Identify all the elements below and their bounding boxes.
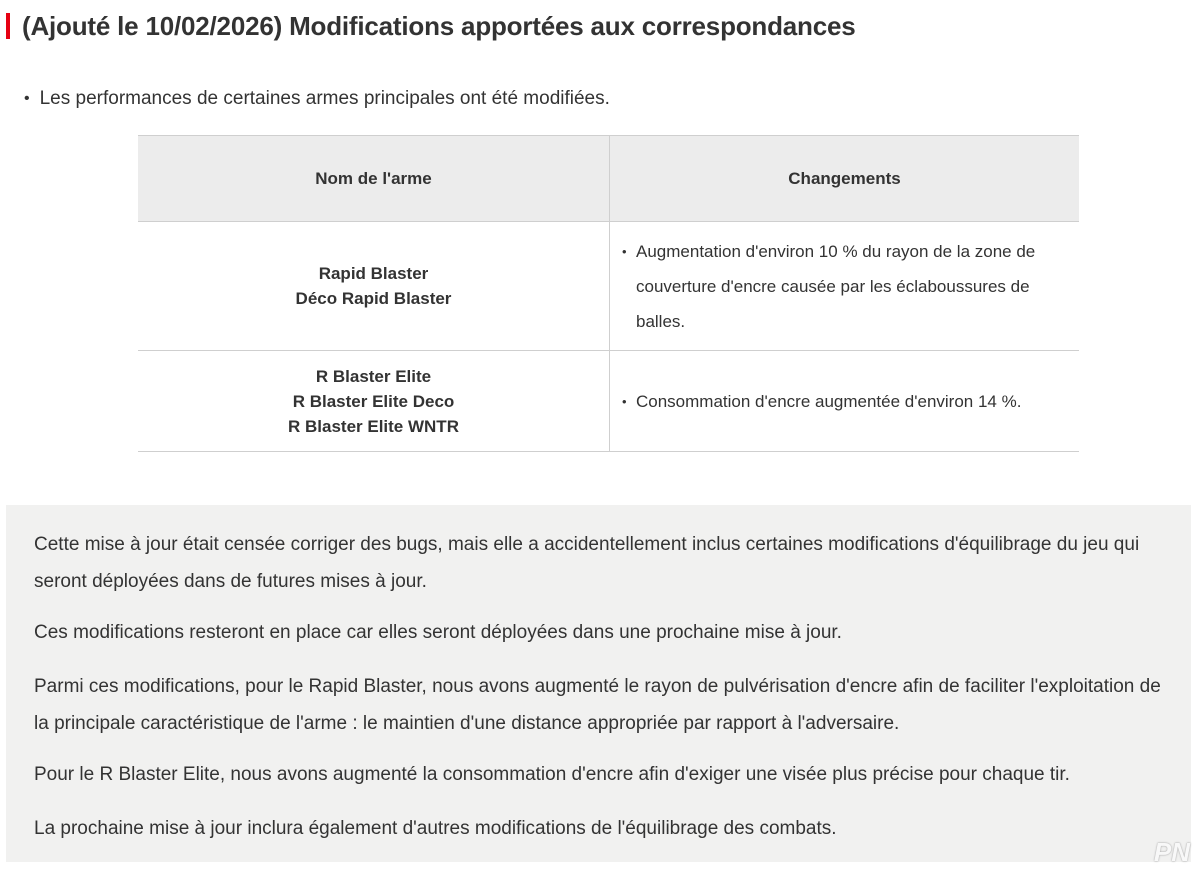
- note-paragraph: Parmi ces modifications, pour le Rapid Blaster, nous avons augmenté le rayon de pulvérisation d'encre afin de faciliter l'exploitation de la principale caractéristique de l'arme : le maintien d'une distance appropriée par rapport à l'adversaire.: [34, 676, 1161, 734]
- note-paragraph: La prochaine mise à jour inclura également d'autres modifications de l'équilibrage des combats.: [34, 818, 837, 839]
- table-header-row: [138, 136, 1079, 222]
- change-item: • Consommation d'encre augmentée d'environ 14 %.: [622, 384, 1055, 419]
- changes-cell: [610, 222, 1080, 351]
- note-paragraph: Ces modifications resteront en place car elles seront déployées dans une prochaine mise à jour.: [34, 622, 842, 643]
- changes-cell: [610, 351, 1080, 452]
- table-row: [138, 222, 1079, 351]
- weapon-changes-table: [138, 135, 1079, 452]
- weapon-name: R Blaster Elite: [315, 366, 432, 386]
- weapon-name: Déco Rapid Blaster: [295, 289, 452, 308]
- explanation-note-box: [6, 505, 1191, 862]
- note-paragraph: Cette mise à jour était censée corriger des bugs, mais elle a accidentellement inclus certaines modifications d'équilibrage du jeu qui seront déployées dans de futures mises à jour.: [34, 534, 1140, 592]
- weapon-names-cell: [138, 222, 610, 351]
- note-paragraph: Pour le R Blaster Elite, nous avons augmenté la consommation d'encre afin d'exiger une visée plus précise pour chaque tir.: [34, 764, 1070, 785]
- weapon-name: Rapid Blaster: [318, 264, 429, 283]
- header-weapon-name: Nom de l'arme: [138, 136, 610, 222]
- bullet-icon: •: [24, 90, 30, 107]
- intro-text: Les performances de certaines armes principales ont été modifiées.: [39, 88, 610, 109]
- watermark-logo: PN: [1153, 837, 1190, 867]
- heading-accent-bar: [6, 13, 10, 39]
- section-heading: [6, 6, 856, 46]
- page-title: (Ajouté le 10/02/2026) Modifications apportées aux correspondances: [22, 10, 856, 41]
- header-changes: Changements: [610, 136, 1080, 222]
- weapon-name: R Blaster Elite Deco: [292, 391, 455, 411]
- weapon-names-cell: [138, 351, 610, 452]
- weapon-name: R Blaster Elite WNTR: [288, 416, 459, 436]
- change-item: • Augmentation d'environ 10 % du rayon de la zone de couverture d'encre causée par les éclaboussures de balles.: [622, 234, 1055, 339]
- intro-bullet: [24, 88, 610, 110]
- table-row: [138, 351, 1079, 452]
